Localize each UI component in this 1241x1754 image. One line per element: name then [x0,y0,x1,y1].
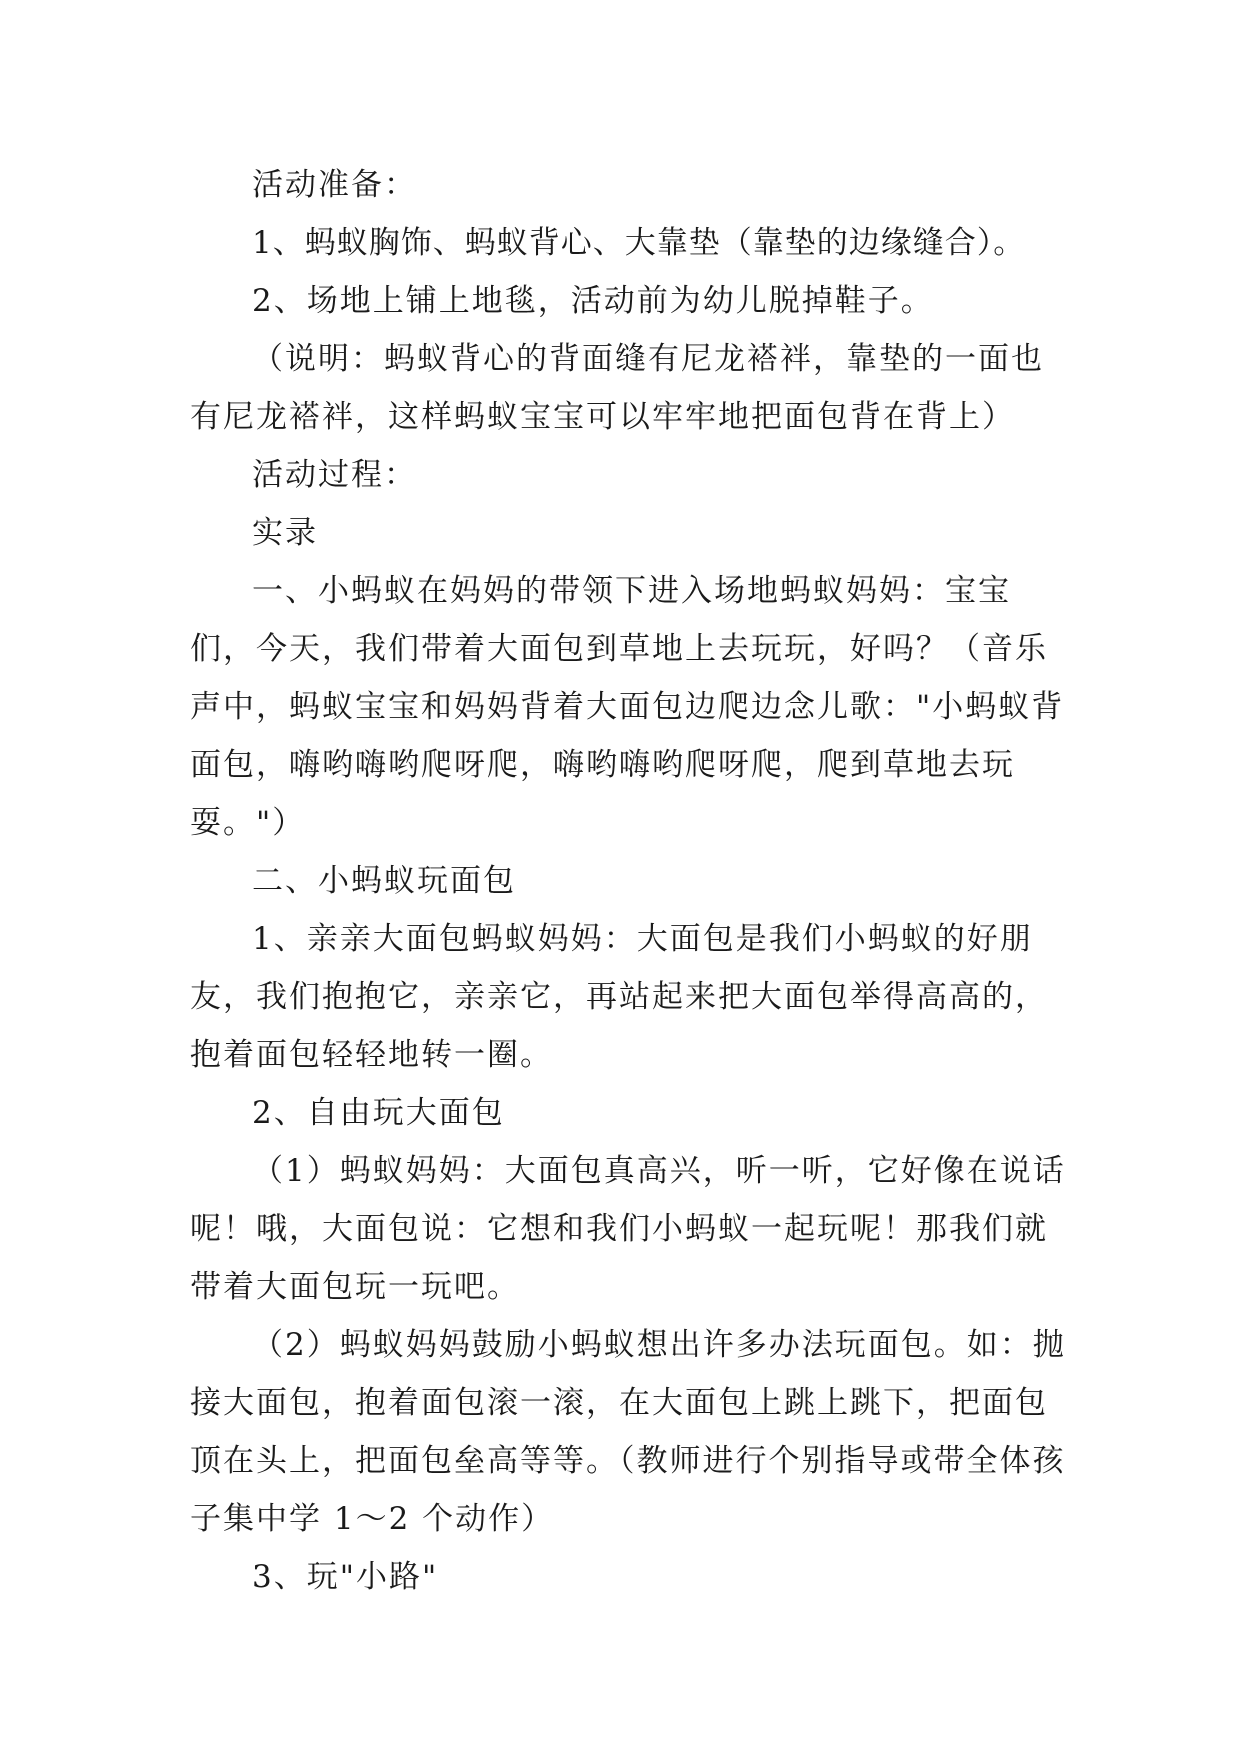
paragraph-record-heading: 实录 [252,515,318,551]
paragraph-activity-process-heading: 活动过程： [252,457,417,493]
document-body [190,156,1070,1606]
paragraph-section-2-item-3: 3、玩"小路" [252,1559,439,1595]
paragraph-prep-item-2: 2、场地上铺上地毯，活动前为幼儿脱掉鞋子。 [252,283,934,319]
paragraph-prep-note: （说明：蚂蚁背心的背面缝有尼龙褡袢，靠垫的一面也有尼龙褡袢，这样蚂蚁宝宝可以牢牢地把面包背在背上） [190,341,1044,435]
paragraph-section-2-item-1: 1、亲亲大面包蚂蚁妈妈：大面包是我们小蚂蚁的好朋友，我们抱抱它，亲亲它，再站起来把大面包举得高高的，抱着面包轻轻地转一圈。 [190,921,1048,1073]
paragraph-section-2-heading: 二、小蚂蚁玩面包 [252,863,516,899]
paragraph-activity-prep-heading: 活动准备： [252,167,417,203]
paragraph-section-1: 一、小蚂蚁在妈妈的带领下进入场地蚂蚁妈妈：宝宝们，今天，我们带着大面包到草地上去玩玩，好吗？（音乐声中，蚂蚁宝宝和妈妈背着大面包边爬边念儿歌："小蚂蚁背面包，嗨哟嗨哟爬呀爬，嗨哟嗨哟爬呀爬，爬到草地去玩耍。"） [190,573,1065,841]
paragraph-free-play-1: （1）蚂蚁妈妈：大面包真高兴，听一听，它好像在说话呢！哦，大面包说：它想和我们小蚂蚁一起玩呢！那我们就带着大面包玩一玩吧。 [190,1153,1066,1305]
paragraph-section-2-item-2: 2、自由玩大面包 [252,1095,505,1131]
paragraph-free-play-2: （2）蚂蚁妈妈鼓励小蚂蚁想出许多办法玩面包。如：抛接大面包，抱着面包滚一滚，在大面包上跳上跳下，把面包顶在头上，把面包垒高等等。（教师进行个别指导或带全体孩子集中学 1～2 个动作） [190,1327,1066,1537]
paragraph-prep-item-1: 1、蚂蚁胸饰、蚂蚁背心、大靠垫（靠垫的边缘缝合）。 [252,225,1026,261]
